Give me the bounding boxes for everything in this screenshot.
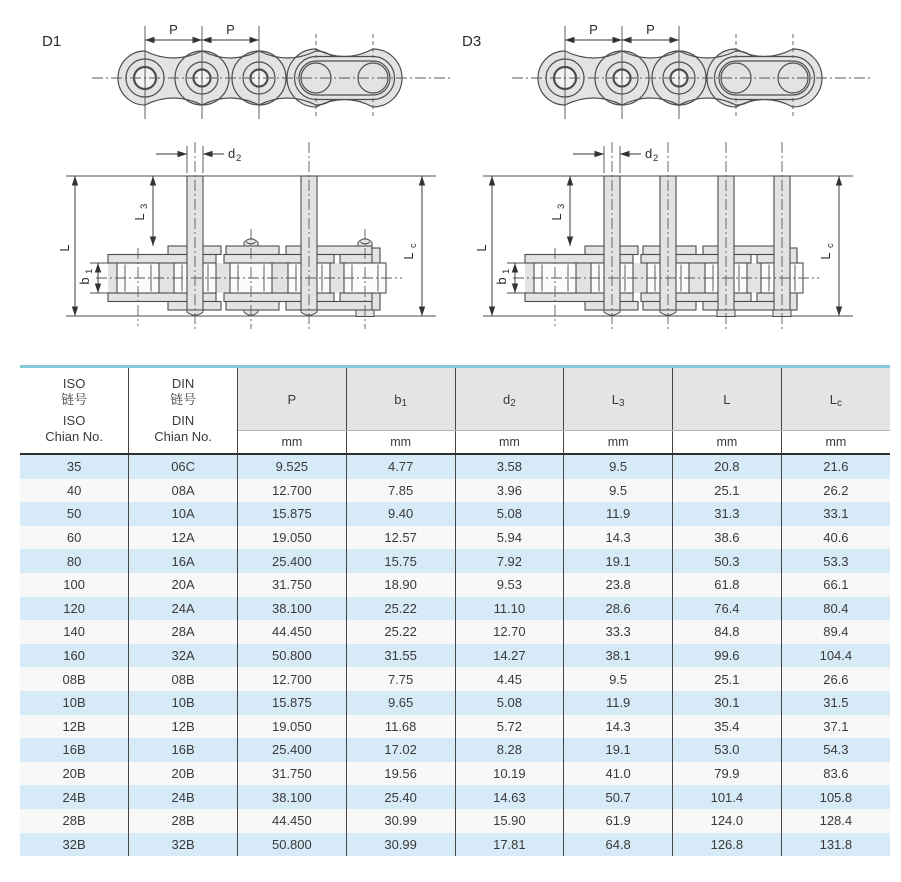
dim-label-Lc bbox=[401, 243, 419, 260]
table-cell: 8.28 bbox=[455, 738, 564, 762]
unit-cell: mm bbox=[455, 431, 564, 455]
unit-cell: mm bbox=[673, 431, 782, 455]
table-cell: 32A bbox=[129, 644, 238, 668]
table-row bbox=[20, 502, 890, 526]
table-cell: 33.1 bbox=[781, 502, 890, 526]
table-cell: 79.9 bbox=[673, 762, 782, 786]
table-cell: 131.8 bbox=[781, 833, 890, 857]
table-cell: 53.0 bbox=[673, 738, 782, 762]
table-cell: 60 bbox=[20, 526, 129, 550]
table-cell: 14.27 bbox=[455, 644, 564, 668]
table-row bbox=[20, 526, 890, 550]
table-cell: 10.19 bbox=[455, 762, 564, 786]
table-cell: 16B bbox=[129, 738, 238, 762]
table-cell: 50.800 bbox=[238, 833, 347, 857]
table-cell: 23.8 bbox=[564, 573, 673, 597]
table-cell: 31.5 bbox=[781, 691, 890, 715]
table-cell: 160 bbox=[20, 644, 129, 668]
table-cell: 24A bbox=[129, 597, 238, 621]
dim-label-d2: d bbox=[645, 146, 653, 161]
table-cell: 124.0 bbox=[673, 809, 782, 833]
table-cell: 61.9 bbox=[564, 809, 673, 833]
table-cell: 17.02 bbox=[346, 738, 455, 762]
svg-text:L: L bbox=[57, 244, 72, 252]
table-cell: 11.9 bbox=[564, 691, 673, 715]
table-cell: 128.4 bbox=[781, 809, 890, 833]
table-row bbox=[20, 785, 890, 809]
dim-label-Lc bbox=[818, 243, 836, 260]
table-row bbox=[20, 833, 890, 857]
table-cell: 12.70 bbox=[455, 620, 564, 644]
table-row bbox=[20, 454, 890, 479]
table-cell: 35 bbox=[20, 454, 129, 479]
table-row bbox=[20, 691, 890, 715]
table-cell: 11.68 bbox=[346, 715, 455, 739]
table-cell: 06C bbox=[129, 454, 238, 479]
table-cell: 38.100 bbox=[238, 597, 347, 621]
table-cell: 12B bbox=[20, 715, 129, 739]
header-col-d2: d2 bbox=[455, 367, 564, 431]
table-cell: 104.4 bbox=[781, 644, 890, 668]
table-cell: 18.90 bbox=[346, 573, 455, 597]
table-row bbox=[20, 809, 890, 833]
table-cell: 31.750 bbox=[238, 762, 347, 786]
table-cell: 9.5 bbox=[564, 454, 673, 479]
table-cell: 37.1 bbox=[781, 715, 890, 739]
table-cell: 28B bbox=[129, 809, 238, 833]
table-cell: 7.85 bbox=[346, 479, 455, 503]
table-cell: 9.5 bbox=[564, 479, 673, 503]
table-cell: 140 bbox=[20, 620, 129, 644]
table-cell: 12A bbox=[129, 526, 238, 550]
table-cell: 10A bbox=[129, 502, 238, 526]
table-cell: 15.75 bbox=[346, 549, 455, 573]
chain-front-view-d1 bbox=[38, 126, 468, 358]
table-row bbox=[20, 715, 890, 739]
dim-label-L3 bbox=[132, 204, 150, 221]
table-cell: 15.875 bbox=[238, 691, 347, 715]
table-cell: 9.525 bbox=[238, 454, 347, 479]
table-cell: 38.1 bbox=[564, 644, 673, 668]
svg-text:1: 1 bbox=[84, 268, 95, 274]
table-cell: 08A bbox=[129, 479, 238, 503]
chain-spec-table bbox=[20, 365, 890, 856]
table-cell: 3.96 bbox=[455, 479, 564, 503]
svg-text:L: L bbox=[818, 252, 833, 260]
svg-text:L: L bbox=[549, 213, 564, 221]
table-cell: 24B bbox=[20, 785, 129, 809]
table-cell: 26.6 bbox=[781, 667, 890, 691]
spec-table-body bbox=[20, 454, 890, 856]
dim-label-pitch: P bbox=[169, 22, 178, 37]
table-cell: 5.08 bbox=[455, 691, 564, 715]
table-cell: 38.6 bbox=[673, 526, 782, 550]
table-cell: 9.5 bbox=[564, 667, 673, 691]
table-cell: 19.1 bbox=[564, 738, 673, 762]
table-cell: 20B bbox=[129, 762, 238, 786]
chain-side-view-d3 bbox=[450, 6, 880, 124]
table-row bbox=[20, 479, 890, 503]
table-cell: 12.57 bbox=[346, 526, 455, 550]
table-cell: 66.1 bbox=[781, 573, 890, 597]
table-cell: 30.99 bbox=[346, 809, 455, 833]
unit-cell: mm bbox=[781, 431, 890, 455]
table-cell: 120 bbox=[20, 597, 129, 621]
table-cell: 21.6 bbox=[781, 454, 890, 479]
table-cell: 84.8 bbox=[673, 620, 782, 644]
table-cell: 30.1 bbox=[673, 691, 782, 715]
table-cell: 41.0 bbox=[564, 762, 673, 786]
table-cell: 30.99 bbox=[346, 833, 455, 857]
table-row bbox=[20, 597, 890, 621]
table-cell: 14.63 bbox=[455, 785, 564, 809]
table-cell: 100 bbox=[20, 573, 129, 597]
table-cell: 12B bbox=[129, 715, 238, 739]
table-cell: 11.9 bbox=[564, 502, 673, 526]
unit-cell: mm bbox=[346, 431, 455, 455]
table-cell: 25.22 bbox=[346, 620, 455, 644]
table-row bbox=[20, 762, 890, 786]
table-cell: 31.750 bbox=[238, 573, 347, 597]
table-cell: 89.4 bbox=[781, 620, 890, 644]
table-cell: 64.8 bbox=[564, 833, 673, 857]
table-cell: 5.08 bbox=[455, 502, 564, 526]
dim-label-b1 bbox=[77, 269, 95, 285]
table-cell: 44.450 bbox=[238, 620, 347, 644]
table-cell: 10B bbox=[129, 691, 238, 715]
table-cell: 19.56 bbox=[346, 762, 455, 786]
table-cell: 101.4 bbox=[673, 785, 782, 809]
header-col-P: P bbox=[238, 367, 347, 431]
svg-text:c: c bbox=[825, 243, 836, 248]
header-iso-chain-no: ISO 链号 ISO Chian No. bbox=[20, 367, 129, 455]
svg-text:2: 2 bbox=[236, 153, 242, 164]
table-cell: 15.90 bbox=[455, 809, 564, 833]
table-cell: 50.7 bbox=[564, 785, 673, 809]
table-cell: 08B bbox=[129, 667, 238, 691]
table-cell: 35.4 bbox=[673, 715, 782, 739]
table-cell: 25.400 bbox=[238, 738, 347, 762]
table-cell: 28.6 bbox=[564, 597, 673, 621]
svg-text:b: b bbox=[494, 277, 509, 285]
diagram-label-d1: D1 bbox=[42, 33, 62, 50]
table-cell: 9.53 bbox=[455, 573, 564, 597]
table-cell: 26.2 bbox=[781, 479, 890, 503]
table-cell: 19.1 bbox=[564, 549, 673, 573]
svg-text:L: L bbox=[132, 213, 147, 221]
table-cell: 25.1 bbox=[673, 667, 782, 691]
table-cell: 10B bbox=[20, 691, 129, 715]
table-cell: 31.55 bbox=[346, 644, 455, 668]
table-cell: 08B bbox=[20, 667, 129, 691]
table-cell: 126.8 bbox=[673, 833, 782, 857]
table-cell: 50.800 bbox=[238, 644, 347, 668]
table-row bbox=[20, 644, 890, 668]
table-cell: 17.81 bbox=[455, 833, 564, 857]
table-cell: 20.8 bbox=[673, 454, 782, 479]
table-cell: 11.10 bbox=[455, 597, 564, 621]
table-cell: 25.22 bbox=[346, 597, 455, 621]
table-cell: 16A bbox=[129, 549, 238, 573]
table-cell: 7.92 bbox=[455, 549, 564, 573]
header-col-Lc: Lc bbox=[781, 367, 890, 431]
table-cell: 3.58 bbox=[455, 454, 564, 479]
table-cell: 20A bbox=[129, 573, 238, 597]
svg-text:L: L bbox=[401, 252, 416, 260]
dim-label-L bbox=[474, 244, 489, 251]
table-cell: 5.72 bbox=[455, 715, 564, 739]
dim-label-pitch: P bbox=[646, 22, 655, 37]
svg-text:c: c bbox=[408, 243, 419, 248]
table-cell: 25.400 bbox=[238, 549, 347, 573]
svg-text:b: b bbox=[77, 277, 92, 285]
dim-label-b1 bbox=[494, 269, 512, 285]
table-cell: 54.3 bbox=[781, 738, 890, 762]
dim-label-pitch: P bbox=[226, 22, 235, 37]
table-cell: 9.40 bbox=[346, 502, 455, 526]
table-cell: 9.65 bbox=[346, 691, 455, 715]
table-cell: 80 bbox=[20, 549, 129, 573]
unit-cell: mm bbox=[564, 431, 673, 455]
dim-label-pitch: P bbox=[589, 22, 598, 37]
table-cell: 19.050 bbox=[238, 526, 347, 550]
table-cell: 50 bbox=[20, 502, 129, 526]
table-cell: 16B bbox=[20, 738, 129, 762]
table-cell: 76.4 bbox=[673, 597, 782, 621]
header-din-chain-no: DIN 链号 DIN Chian No. bbox=[129, 367, 238, 455]
spec-table-header bbox=[20, 367, 890, 455]
table-cell: 83.6 bbox=[781, 762, 890, 786]
svg-text:3: 3 bbox=[139, 203, 150, 209]
table-cell: 4.45 bbox=[455, 667, 564, 691]
svg-text:1: 1 bbox=[501, 268, 512, 274]
table-cell: 12.700 bbox=[238, 479, 347, 503]
chain-side-view-d1 bbox=[30, 6, 460, 124]
table-cell: 38.100 bbox=[238, 785, 347, 809]
table-cell: 33.3 bbox=[564, 620, 673, 644]
table-cell: 53.3 bbox=[781, 549, 890, 573]
diagram-label-d3: D3 bbox=[462, 33, 482, 50]
header-col-L3: L3 bbox=[564, 367, 673, 431]
table-cell: 25.40 bbox=[346, 785, 455, 809]
table-cell: 44.450 bbox=[238, 809, 347, 833]
table-cell: 19.050 bbox=[238, 715, 347, 739]
table-row bbox=[20, 738, 890, 762]
table-cell: 25.1 bbox=[673, 479, 782, 503]
header-col-L: L bbox=[673, 367, 782, 431]
table-cell: 40.6 bbox=[781, 526, 890, 550]
svg-text:2: 2 bbox=[653, 153, 659, 164]
table-cell: 28A bbox=[129, 620, 238, 644]
dim-label-d2: d bbox=[228, 146, 236, 161]
chain-front-view-d3 bbox=[455, 126, 885, 358]
table-cell: 105.8 bbox=[781, 785, 890, 809]
table-cell: 31.3 bbox=[673, 502, 782, 526]
dim-label-L3 bbox=[549, 204, 567, 221]
table-cell: 99.6 bbox=[673, 644, 782, 668]
svg-text:L: L bbox=[474, 244, 489, 252]
table-cell: 40 bbox=[20, 479, 129, 503]
table-row bbox=[20, 573, 890, 597]
table-cell: 4.77 bbox=[346, 454, 455, 479]
table-cell: 20B bbox=[20, 762, 129, 786]
table-row bbox=[20, 549, 890, 573]
table-row bbox=[20, 620, 890, 644]
table-row bbox=[20, 667, 890, 691]
table-cell: 50.3 bbox=[673, 549, 782, 573]
svg-text:3: 3 bbox=[556, 203, 567, 209]
table-cell: 14.3 bbox=[564, 715, 673, 739]
table-cell: 24B bbox=[129, 785, 238, 809]
table-cell: 61.8 bbox=[673, 573, 782, 597]
table-cell: 32B bbox=[129, 833, 238, 857]
header-col-b1: b1 bbox=[346, 367, 455, 431]
table-cell: 14.3 bbox=[564, 526, 673, 550]
unit-cell: mm bbox=[238, 431, 347, 455]
table-cell: 5.94 bbox=[455, 526, 564, 550]
table-cell: 28B bbox=[20, 809, 129, 833]
table-cell: 7.75 bbox=[346, 667, 455, 691]
table-cell: 15.875 bbox=[238, 502, 347, 526]
table-cell: 12.700 bbox=[238, 667, 347, 691]
table-cell: 80.4 bbox=[781, 597, 890, 621]
table-cell: 32B bbox=[20, 833, 129, 857]
dim-label-L bbox=[57, 244, 72, 251]
